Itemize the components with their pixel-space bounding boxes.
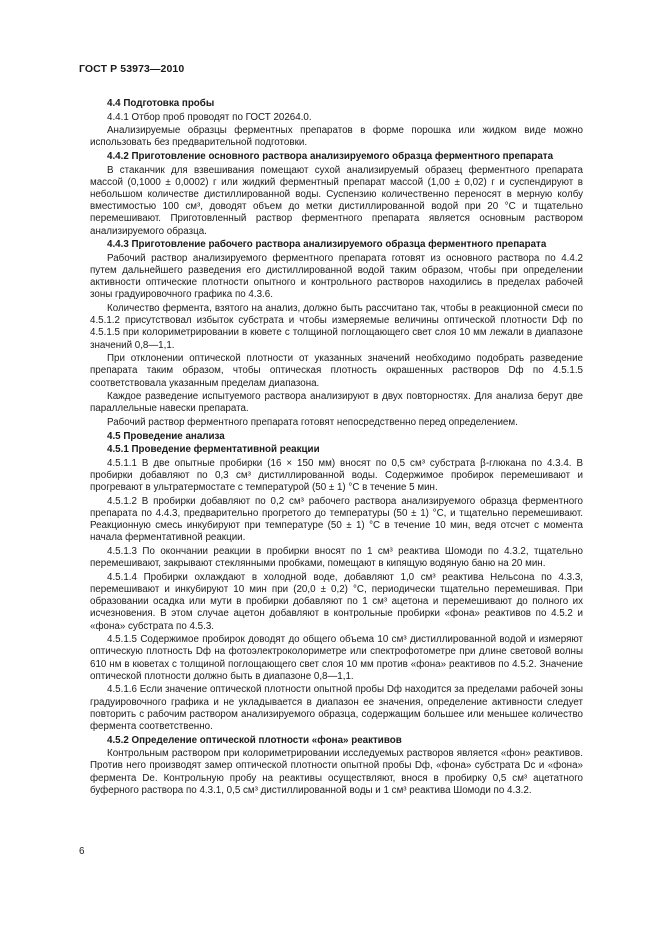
document-body: [90, 98, 583, 798]
section-heading-4-4-2: 4.4.2 Приготовление основного раствора анализируемого образца ферментного препарата: [107, 150, 554, 162]
section-heading-4-5: 4.5 Проведение анализа: [107, 430, 225, 442]
paragraph: 4.5.1.3 По окончании реакции в пробирки вносят по 1 см³ реактива Шомоди по 4.3.2, тщательно перемешивают, закрывают стеклянными пробками, помещают в кипящую водяную баню на 20 мин.: [90, 545, 583, 570]
paragraph: 4.5.1.6 Если значение оптической плотности опытной пробы Dф находится за пределами рабочей зоны градуировочного графика и не укладывается в диапазон ее значения, определение активности следует повторить с рабочим раствором анализируемого образца, содержащим большее или меньшее количество фермента соответственно.: [90, 684, 583, 732]
document-header: ГОСТ Р 53973—2010: [79, 63, 185, 75]
section-heading-4-5-1: 4.5.1 Проведение ферментативной реакции: [107, 444, 320, 456]
page-number: 6: [79, 846, 85, 857]
paragraph: Контрольным раствором при колориметрировании исследуемых растворов является «фон» реактивов. Против него производят замер оптической плотности опытной пробы Dф, «фона» субстрата Dс и «фона» фермента Dе. Контрольную пробу на реактивы осуществляют, внося в пробирку 0,5 см³ ацетатного буферного раствора по 4.3.1, 0,5 см³ дистиллированной воды и 1 см³ реактива Шомоди по 4.3.2.: [90, 748, 583, 796]
paragraph: 4.5.1.1 В две опытные пробирки (16 × 150 мм) вносят по 0,5 см³ субстрата β-глюкана по 4.3.4. В пробирки добавляют по 0,3 см³ дистиллированной воды. Содержимое пробирок перемешивают и прогревают в ультратермостате с температурой (50 ± 1) °С в течение 5 мин.: [90, 457, 583, 494]
paragraph: 4.4.1 Отбор проб проводят по ГОСТ 20264.0.: [107, 111, 312, 123]
paragraph: В стаканчик для взвешивания помещают сухой анализируемый образец ферментного препарата массой (0,1000 ± 0,0002) г или жидкий ферментный препарат массой (1,00 ± 0,02) г и суспендируют в небольшом количестве дистиллированной воды. Суспензию количественно переносят в мерную колбу вместимостью 100 см³, доводят объем до метки дистиллированной водой при 20 °С и тщательно перемешивают. Приготовленный раствор ферментного препарата является основным раствором анализируемого образца.: [90, 164, 583, 237]
paragraph: 4.5.1.2 В пробирки добавляют по 0,2 см³ рабочего раствора анализируемого образца ферментного препарата по 4.4.3, предварительно прогретого до температуры (50 ± 1) °С, и тщательно перемешивают. Реакционную смесь инкубируют при температуре (50 ± 1) °С в течение 10 мин, ведя отсчет с момента начала ферментативной реакции.: [90, 495, 583, 544]
paragraph: Количество фермента, взятого на анализ, должно быть рассчитано так, чтобы в реакционной смеси по 4.5.1.2 присутствовал избыток субстрата и чтобы измеряемые величины оптической плотности Dф по 4.5.1.5 при колориметрировании в кювете с толщиной поглощающего свет слоя 10 мм лежали в диапазоне значений 0,8—1,1.: [90, 302, 583, 351]
paragraph: При отклонении оптической плотности от указанных значений необходимо подобрать разведение препарата таким образом, чтобы оптическая плотность окрашенных растворов Dф по 4.5.1.5 соответствовала указанным пределам диапазона.: [90, 353, 583, 389]
paragraph: Каждое разведение испытуемого раствора анализируют в двух повторностях. Для анализа берут две параллельные навески препарата.: [90, 391, 583, 415]
paragraph: Анализируемые образцы ферментных препаратов в форме порошка или жидком виде можно использовать без предварительной подготовки.: [90, 125, 583, 149]
paragraph: Рабочий раствор ферментного препарата готовят непосредственно перед определением.: [107, 416, 518, 428]
paragraph: Рабочий раствор анализируемого ферментного препарата готовят из основного раствора по 4.4.2 путем дальнейшего разведения его дистиллированной водой таким образом, чтобы при определении активности оптические плотности опытного и контрольного растворов находились в пределах рабочей зоны градуировочного графика по 4.3.6.: [90, 252, 583, 301]
section-heading-4-4: 4.4 Подготовка пробы: [107, 98, 215, 109]
paragraph: 4.5.1.5 Содержимое пробирок доводят до общего объема 10 см³ дистиллированной водой и измеряют оптическую плотность Dф на фотоэлектроколориметре или спектрофотометре при длине световой волны 610 нм в кюветах с толщиной поглощающего свет слоя 10 мм против «фона» реактивов по 4.5.2. Значение оптической плотности должно быть в диапазоне 0,8—1,1.: [90, 634, 583, 682]
section-heading-4-4-3: 4.4.3 Приготовление рабочего раствора анализируемого образца ферментного препарата: [107, 239, 547, 251]
paragraph: 4.5.1.4 Пробирки охлаждают в холодной воде, добавляют 1,0 см³ реактива Нельсона по 4.3.3, перемешивают и инкубируют 10 мин при (20,0 ± 0,2) °С, периодически тщательно перемешивая. При образовании осадка или мути в пробирки добавляют по 1 см³ ацетона и перемешивают до полного их исчезновения. В этом случае ацетон добавляют в контрольные пробирки «фона» реактивов по 4.5.2 и «фона» субстрата по 4.5.3.: [90, 571, 583, 632]
section-heading-4-5-2: 4.5.2 Определение оптической плотности «фона» реактивов: [107, 734, 402, 746]
